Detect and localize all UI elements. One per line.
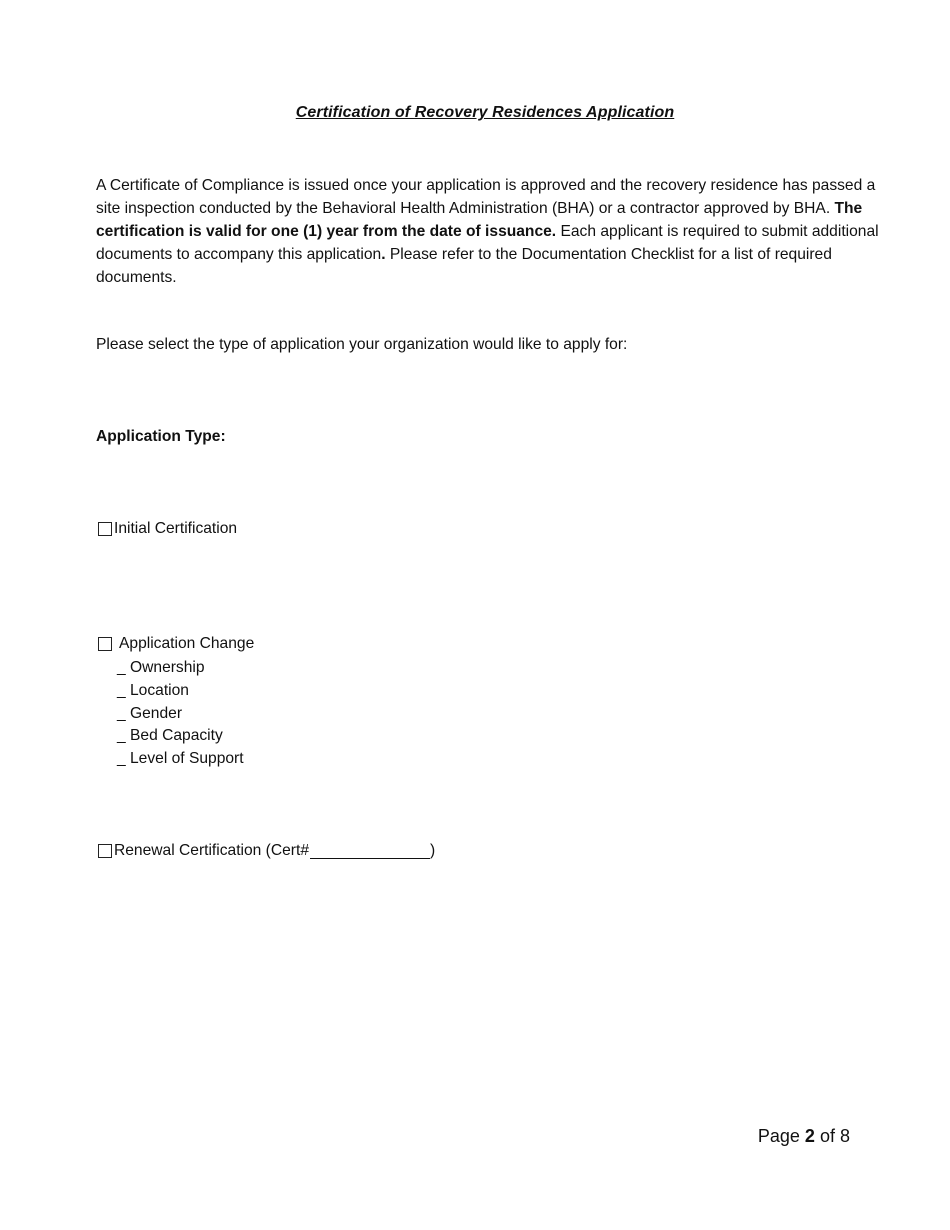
change-items-list [117, 657, 244, 771]
option-application-change[interactable] [98, 635, 254, 653]
document-title: Certification of Recovery Residences Application [295, 104, 675, 121]
initial-certification-checkbox[interactable] [98, 522, 112, 536]
intro-text-1: A Certificate of Compliance is issued once your application is approved and the recovery residence has passed a site inspection conducted by the Behavioral Health Administration (BHA) or a contractor approved by BHA. [96, 177, 876, 217]
change-item-location[interactable]: _ Location [117, 681, 189, 699]
intro-bold-validity: The certification is valid for one (1) year from the date of issuance. [96, 200, 863, 240]
total-pages: 8 [839, 1126, 850, 1146]
intro-bold-period: . [381, 246, 386, 263]
change-item-gender[interactable]: _ Gender [117, 704, 183, 722]
renewal-close-paren: ) [430, 842, 436, 859]
page-label: Page [757, 1126, 800, 1146]
renewal-certification-label: Renewal Certification (Cert# [114, 842, 309, 859]
page-number [758, 1126, 850, 1147]
option-renewal-certification[interactable] [98, 842, 435, 860]
current-page-number: 2 [804, 1126, 815, 1146]
option-initial-certification[interactable] [98, 520, 237, 538]
change-item-level-of-support[interactable]: _ Level of Support [117, 750, 244, 768]
intro-text-2: Each applicant is required to submit additional documents to accompany this application [96, 223, 879, 263]
cert-number-field[interactable] [310, 844, 430, 859]
of-label: of [819, 1126, 835, 1146]
intro-paragraph [96, 174, 886, 289]
initial-certification-label: Initial Certification [114, 520, 238, 537]
intro-text-3: Please refer to the Documentation Checklist for a list of required documents. [96, 246, 832, 286]
application-change-checkbox[interactable] [98, 637, 112, 651]
application-type-label: Application Type: [96, 428, 226, 445]
change-item-ownership[interactable]: _ Ownership [117, 659, 205, 676]
selection-prompt: Please select the type of application your organization would like to apply for: [96, 336, 628, 353]
application-change-label: Application Change [119, 635, 255, 652]
renewal-certification-checkbox[interactable] [98, 844, 112, 858]
change-item-bed-capacity[interactable]: _ Bed Capacity [117, 727, 223, 745]
